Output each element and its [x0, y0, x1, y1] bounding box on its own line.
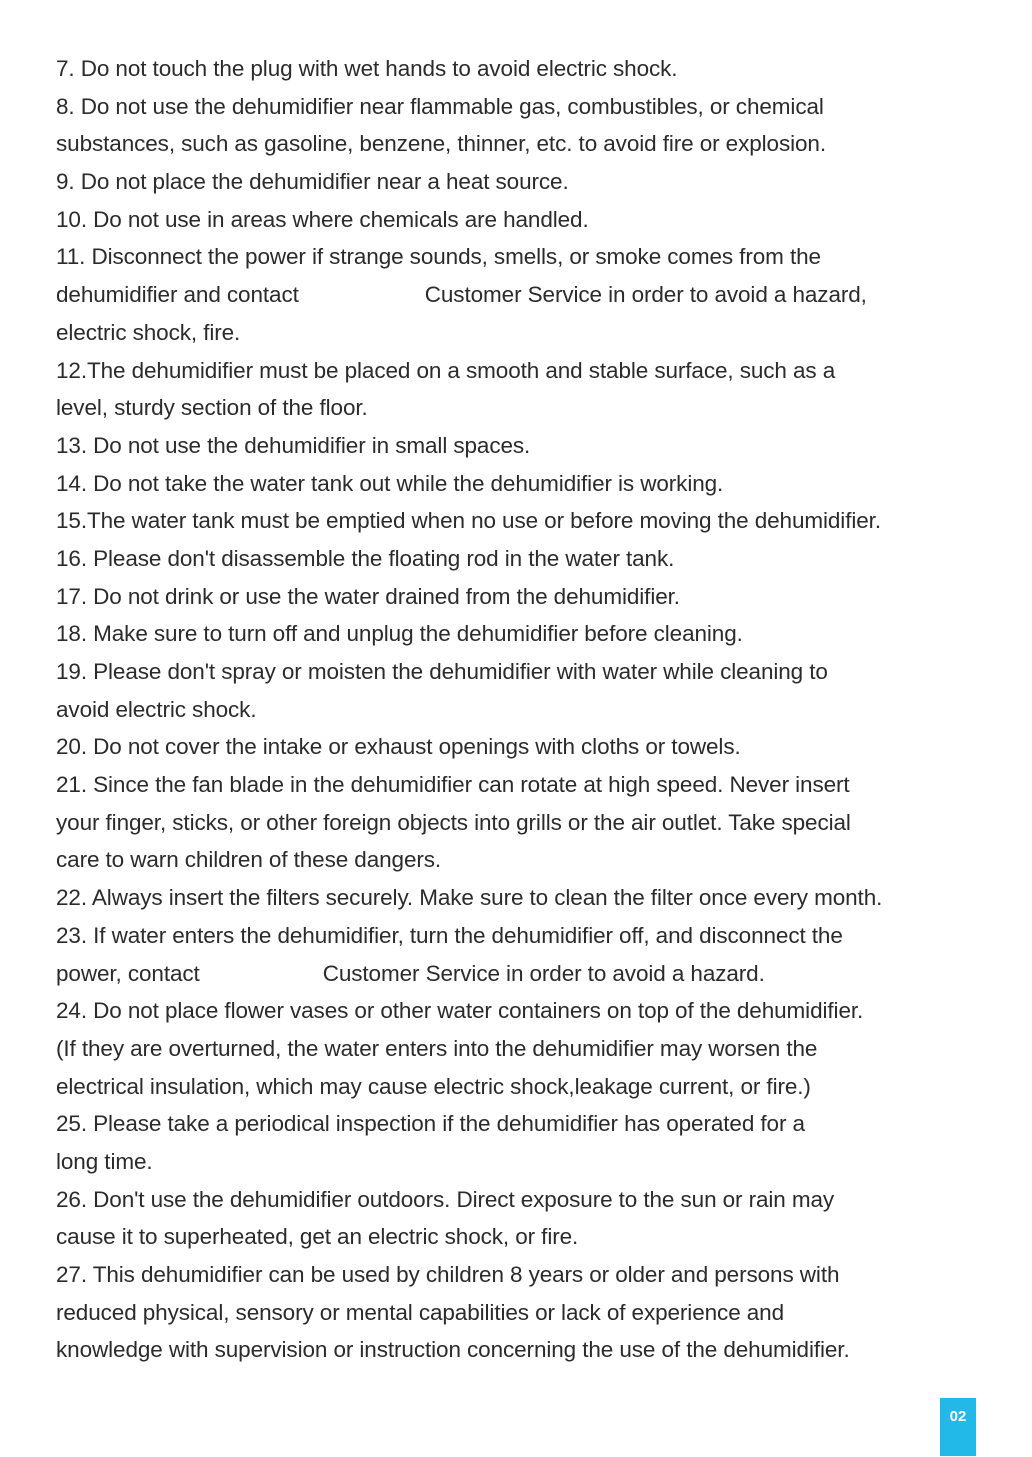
- instruction-line: 22. Always insert the filters securely. Make sure to clean the filter once every month.: [56, 885, 883, 911]
- instruction-line: 7. Do not touch the plug with wet hands to avoid electric shock.: [56, 56, 678, 81]
- instruction-line: 9. Do not place the dehumidifier near a heat source.: [56, 169, 569, 195]
- instruction-fragment: power, contact: [56, 960, 200, 986]
- instruction-line: reduced physical, sensory or mental capabilities or lack of experience and: [56, 1299, 784, 1325]
- instruction-line: 26. Don't use the dehumidifier outdoors. Direct exposure to the sun or rain may: [56, 1186, 835, 1212]
- instruction-line: cause it to superheated, get an electric shock, or fire.: [56, 1224, 579, 1250]
- instruction-line-split: [56, 276, 996, 314]
- instruction-line: care to warn children of these dangers.: [56, 847, 442, 873]
- instruction-line: 8. Do not use the dehumidifier near flammable gas, combustibles, or chemical: [56, 93, 824, 119]
- instruction-line: avoid electric shock.: [56, 696, 257, 722]
- instruction-line: 23. If water enters the dehumidifier, turn the dehumidifier off, and disconnect the: [56, 922, 843, 948]
- instruction-line: 19. Please don't spray or moisten the dehumidifier with water while cleaning to: [56, 659, 828, 684]
- instruction-line: substances, such as gasoline, benzene, thinner, etc. to avoid fire or explosion.: [56, 131, 826, 157]
- instruction-line: electric shock, fire.: [56, 319, 241, 345]
- instruction-fragment: Customer Service in order to avoid a hazard,: [424, 282, 867, 308]
- instruction-line: 24. Do not place flower vases or other water containers on top of the dehumidifier.: [56, 998, 864, 1024]
- instruction-line: 15.The water tank must be emptied when no use or before moving the dehumidifier.: [56, 508, 881, 534]
- instruction-line: knowledge with supervision or instruction concerning the use of the dehumidifier.: [56, 1337, 850, 1363]
- instruction-line: long time.: [56, 1148, 153, 1174]
- instruction-line: 27. This dehumidifier can be used by children 8 years or older and persons with: [56, 1262, 840, 1287]
- instruction-line: your finger, sticks, or other foreign objects into grills or the air outlet. Take special: [56, 809, 851, 835]
- instruction-fragment: Customer Service in order to avoid a hazard.: [322, 960, 765, 986]
- instruction-line: 18. Make sure to turn off and unplug the dehumidifier before cleaning.: [56, 621, 743, 647]
- instruction-line: 20. Do not cover the intake or exhaust openings with cloths or towels.: [56, 734, 741, 760]
- instruction-fragment: dehumidifier and contact: [56, 282, 299, 308]
- instruction-line: electrical insulation, which may cause electric shock,leakage current, or fire.): [56, 1073, 811, 1099]
- instruction-line: 25. Please take a periodical inspection if the dehumidifier has operated for a: [56, 1111, 805, 1137]
- instruction-line: level, sturdy section of the floor.: [56, 395, 368, 421]
- instruction-line: 13. Do not use the dehumidifier in small spaces.: [56, 432, 531, 458]
- instruction-line-split: [56, 955, 996, 993]
- instruction-line: 12.The dehumidifier must be placed on a smooth and stable surface, such as a: [56, 357, 836, 383]
- instruction-line: 10. Do not use in areas where chemicals are handled.: [56, 206, 589, 232]
- instruction-line: 11. Disconnect the power if strange sounds, smells, or smoke comes from the: [56, 244, 821, 270]
- instruction-line: 14. Do not take the water tank out while the dehumidifier is working.: [56, 470, 724, 496]
- page-number-badge: 02: [940, 1398, 976, 1456]
- instruction-line: 21. Since the fan blade in the dehumidifier can rotate at high speed. Never insert: [56, 772, 850, 798]
- instruction-line: 16. Please don't disassemble the floating rod in the water tank.: [56, 545, 675, 571]
- safety-instructions-list: [56, 50, 996, 1369]
- instruction-line: (If they are overturned, the water enters into the dehumidifier may worsen the: [56, 1035, 818, 1061]
- instruction-line: 17. Do not drink or use the water drained from the dehumidifier.: [56, 583, 680, 609]
